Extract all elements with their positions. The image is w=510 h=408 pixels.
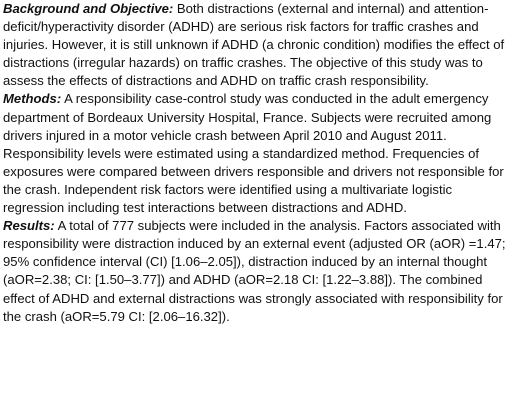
background-heading: Background and Objective: — [3, 1, 174, 16]
methods-text: A responsibility case-control study was conducted in the adult emergency department of Bordeaux University Hospital, France. Subjects were recruited among drivers injured in a motor vehicle crash between April 2010 and August 2011. Responsibility levels were estimated using a standardized method. Frequencies of exposures were compared between drivers responsible and drivers not responsible for the crash. Independent risk factors were identified using a multivariate logistic regression including test interactions between distractions and ADHD. — [3, 91, 504, 216]
background-text: Both distractions (external and internal) and attention-deficit/hyperactivity disorder (ADHD) are serious risk factors for traffic crashes and injuries. However, it is still unknown if ADHD (a chronic condition) modifies the effect of distractions (irregular hazards) on traffic crashes. The objective of this study was to assess the effects of distractions and ADHD on traffic crash responsibility. — [3, 1, 505, 89]
results-section — [3, 217, 506, 326]
methods-heading: Methods: — [3, 91, 62, 107]
results-text: A total of 777 subjects were included in the analysis. Factors associated with responsibility were distraction induced by an external event (adjusted OR (aOR) =1.47; 95% confidence interval (CI) [1.06–2.05]), distraction induced by an internal thought (aOR=2.38; CI: [1.50–3.77]) and ADHD (aOR=2.18 CI: [1.22–3.88]). The combined effect of ADHD and external distractions was strongly associated with responsibility for the crash (aOR=5.79 CI: [2.06–16.32]). — [3, 218, 506, 324]
methods-section — [3, 90, 506, 217]
results-heading: Results: — [3, 218, 55, 234]
background-section — [3, 0, 506, 90]
